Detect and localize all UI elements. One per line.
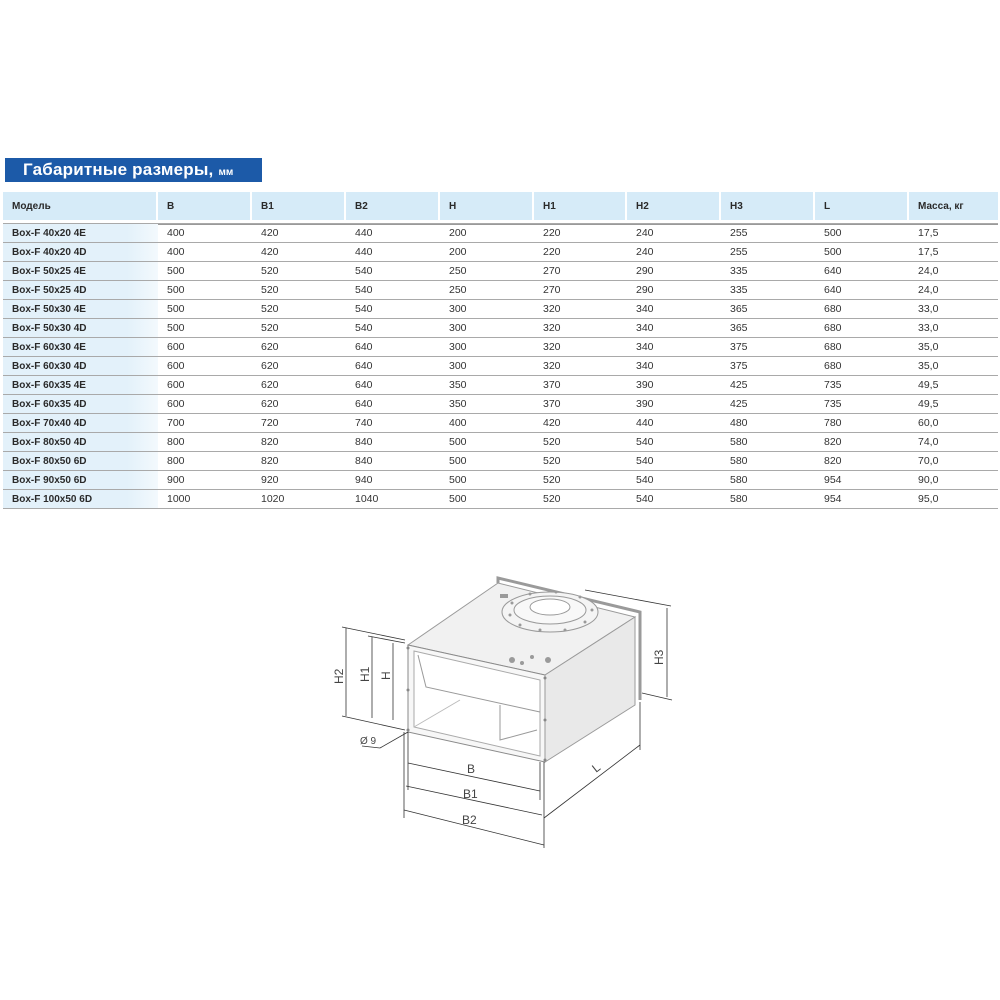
cell-model: Box-F 60x35 4D (3, 394, 158, 413)
header-model: Модель (3, 192, 158, 223)
cell-b: 800 (158, 432, 252, 451)
label-b: B (467, 762, 476, 776)
label-hole-diameter: Ø 9 (360, 736, 377, 747)
cell-h3: 255 (721, 242, 815, 261)
cell-model: Box-F 100x50 6D (3, 489, 158, 509)
cell-b: 500 (158, 299, 252, 318)
header-h3: H3 (721, 192, 815, 223)
cell-h2: 540 (627, 489, 721, 509)
cell-b2: 440 (346, 242, 440, 261)
cell-model: Box-F 50x30 4E (3, 299, 158, 318)
cell-b: 500 (158, 280, 252, 299)
cell-b2: 640 (346, 337, 440, 356)
cell-model: Box-F 50x25 4E (3, 261, 158, 280)
cell-h3: 580 (721, 432, 815, 451)
cell-h1: 270 (534, 280, 627, 299)
cell-h3: 365 (721, 318, 815, 337)
cell-b2: 540 (346, 280, 440, 299)
header-h: H (440, 192, 534, 223)
cell-mass: 33,0 (909, 318, 998, 337)
cell-model: Box-F 40x20 4E (3, 223, 158, 242)
cell-mass: 74,0 (909, 432, 998, 451)
cell-b: 600 (158, 375, 252, 394)
cell-mass: 33,0 (909, 299, 998, 318)
cell-model: Box-F 50x25 4D (3, 280, 158, 299)
cell-b2: 640 (346, 375, 440, 394)
cell-b: 600 (158, 394, 252, 413)
cell-h1: 320 (534, 299, 627, 318)
cell-h2: 540 (627, 451, 721, 470)
header-b2: B2 (346, 192, 440, 223)
cell-l: 680 (815, 356, 909, 375)
cell-mass: 49,5 (909, 394, 998, 413)
cell-mass: 24,0 (909, 280, 998, 299)
table-row (3, 489, 998, 509)
cell-b2: 840 (346, 432, 440, 451)
cell-b: 400 (158, 242, 252, 261)
cell-h: 200 (440, 242, 534, 261)
cell-h3: 335 (721, 280, 815, 299)
cell-h: 250 (440, 261, 534, 280)
table-row (3, 242, 998, 261)
cell-l: 735 (815, 375, 909, 394)
header-b1: B1 (252, 192, 346, 223)
cell-h: 400 (440, 413, 534, 432)
table-row (3, 337, 998, 356)
cell-b1: 720 (252, 413, 346, 432)
cell-b: 500 (158, 261, 252, 280)
table-row (3, 318, 998, 337)
cell-h1: 520 (534, 432, 627, 451)
cell-h: 300 (440, 337, 534, 356)
cell-b2: 740 (346, 413, 440, 432)
label-b1: B1 (463, 787, 478, 801)
cell-h2: 340 (627, 318, 721, 337)
table-row (3, 432, 998, 451)
cell-mass: 90,0 (909, 470, 998, 489)
cell-b2: 640 (346, 356, 440, 375)
cell-l: 735 (815, 394, 909, 413)
cell-b: 1000 (158, 489, 252, 509)
cell-b2: 1040 (346, 489, 440, 509)
cell-b1: 620 (252, 375, 346, 394)
cell-h1: 520 (534, 451, 627, 470)
cell-l: 780 (815, 413, 909, 432)
cell-h1: 420 (534, 413, 627, 432)
cell-b1: 620 (252, 394, 346, 413)
cell-model: Box-F 40x20 4D (3, 242, 158, 261)
cell-b1: 520 (252, 280, 346, 299)
cell-h1: 520 (534, 470, 627, 489)
cell-h3: 365 (721, 299, 815, 318)
cell-model: Box-F 70x40 4D (3, 413, 158, 432)
cell-b1: 620 (252, 337, 346, 356)
cell-h2: 340 (627, 356, 721, 375)
cell-model: Box-F 60x35 4E (3, 375, 158, 394)
header-l: L (815, 192, 909, 223)
cell-model: Box-F 60x30 4D (3, 356, 158, 375)
cell-h: 350 (440, 394, 534, 413)
cell-l: 820 (815, 432, 909, 451)
cell-mass: 49,5 (909, 375, 998, 394)
table-row (3, 413, 998, 432)
cell-h1: 370 (534, 375, 627, 394)
label-l: L (589, 760, 604, 776)
table-row (3, 356, 998, 375)
table-row (3, 299, 998, 318)
cell-b: 800 (158, 451, 252, 470)
header-b: B (158, 192, 252, 223)
cell-h3: 255 (721, 223, 815, 242)
cell-h: 500 (440, 470, 534, 489)
cell-b2: 540 (346, 299, 440, 318)
header-mass: Масса, кг (909, 192, 998, 223)
cell-h2: 540 (627, 470, 721, 489)
cell-l: 640 (815, 280, 909, 299)
cell-h3: 580 (721, 489, 815, 509)
cell-b: 500 (158, 318, 252, 337)
cell-b2: 440 (346, 223, 440, 242)
cell-h: 300 (440, 299, 534, 318)
cell-b1: 820 (252, 432, 346, 451)
cell-h3: 375 (721, 337, 815, 356)
cell-h1: 220 (534, 242, 627, 261)
cell-h1: 320 (534, 337, 627, 356)
cell-mass: 35,0 (909, 356, 998, 375)
cell-model: Box-F 80x50 4D (3, 432, 158, 451)
cell-b: 600 (158, 356, 252, 375)
cell-h2: 390 (627, 394, 721, 413)
cell-b1: 1020 (252, 489, 346, 509)
cell-b2: 840 (346, 451, 440, 470)
cell-l: 500 (815, 242, 909, 261)
label-b2: B2 (462, 813, 477, 827)
cell-h3: 580 (721, 451, 815, 470)
label-h: H (379, 671, 393, 680)
cell-b1: 420 (252, 223, 346, 242)
cell-h3: 580 (721, 470, 815, 489)
cell-b1: 420 (252, 242, 346, 261)
cell-b2: 540 (346, 261, 440, 280)
cell-b1: 520 (252, 261, 346, 280)
table-row (3, 451, 998, 470)
cell-h: 500 (440, 432, 534, 451)
cell-model: Box-F 60x30 4E (3, 337, 158, 356)
cell-l: 954 (815, 489, 909, 509)
cell-b1: 620 (252, 356, 346, 375)
label-h3: H3 (652, 649, 666, 665)
cell-h1: 320 (534, 356, 627, 375)
cell-l: 680 (815, 337, 909, 356)
cell-mass: 17,5 (909, 242, 998, 261)
header-h1: H1 (534, 192, 627, 223)
cell-h2: 540 (627, 432, 721, 451)
section-title: Габаритные размеры, (23, 160, 214, 179)
cell-h3: 425 (721, 375, 815, 394)
table-body (3, 223, 998, 509)
cell-h: 200 (440, 223, 534, 242)
cell-b2: 540 (346, 318, 440, 337)
cell-h2: 290 (627, 280, 721, 299)
table-header-row (3, 192, 998, 223)
cell-h2: 240 (627, 223, 721, 242)
cell-b2: 640 (346, 394, 440, 413)
cell-b1: 520 (252, 318, 346, 337)
cell-model: Box-F 50x30 4D (3, 318, 158, 337)
cell-b: 600 (158, 337, 252, 356)
section-title-banner (5, 158, 262, 182)
cell-b2: 940 (346, 470, 440, 489)
cell-h1: 220 (534, 223, 627, 242)
table-row (3, 375, 998, 394)
cell-h: 500 (440, 489, 534, 509)
cell-h: 300 (440, 318, 534, 337)
cell-h: 350 (440, 375, 534, 394)
section-unit: мм (218, 166, 234, 178)
table-row (3, 280, 998, 299)
label-h1: H1 (358, 666, 372, 682)
cell-mass: 70,0 (909, 451, 998, 470)
cell-h2: 340 (627, 299, 721, 318)
cell-mass: 60,0 (909, 413, 998, 432)
cell-h2: 390 (627, 375, 721, 394)
cell-mass: 95,0 (909, 489, 998, 509)
cell-h: 300 (440, 356, 534, 375)
cell-h3: 375 (721, 356, 815, 375)
cell-b1: 920 (252, 470, 346, 489)
table-row (3, 261, 998, 280)
cell-h: 250 (440, 280, 534, 299)
table-row (3, 394, 998, 413)
cell-l: 680 (815, 299, 909, 318)
cell-mass: 35,0 (909, 337, 998, 356)
cell-h2: 440 (627, 413, 721, 432)
fan-dimension-diagram (320, 570, 700, 860)
cell-b1: 520 (252, 299, 346, 318)
cell-h1: 270 (534, 261, 627, 280)
cell-l: 640 (815, 261, 909, 280)
cell-model: Box-F 90x50 6D (3, 470, 158, 489)
cell-h1: 320 (534, 318, 627, 337)
label-h2: H2 (332, 668, 346, 684)
cell-b: 700 (158, 413, 252, 432)
cell-mass: 17,5 (909, 223, 998, 242)
cell-h2: 340 (627, 337, 721, 356)
dimensions-table (3, 192, 998, 509)
cell-h3: 425 (721, 394, 815, 413)
cell-l: 500 (815, 223, 909, 242)
cell-h3: 480 (721, 413, 815, 432)
cell-h1: 520 (534, 489, 627, 509)
table-row (3, 223, 998, 242)
cell-h: 500 (440, 451, 534, 470)
cell-b: 400 (158, 223, 252, 242)
cell-l: 820 (815, 451, 909, 470)
cell-h3: 335 (721, 261, 815, 280)
cell-model: Box-F 80x50 6D (3, 451, 158, 470)
cell-b: 900 (158, 470, 252, 489)
cell-b1: 820 (252, 451, 346, 470)
cell-mass: 24,0 (909, 261, 998, 280)
cell-h2: 290 (627, 261, 721, 280)
cell-l: 954 (815, 470, 909, 489)
cell-h1: 370 (534, 394, 627, 413)
cell-h2: 240 (627, 242, 721, 261)
table-row (3, 470, 998, 489)
header-h2: H2 (627, 192, 721, 223)
cell-l: 680 (815, 318, 909, 337)
